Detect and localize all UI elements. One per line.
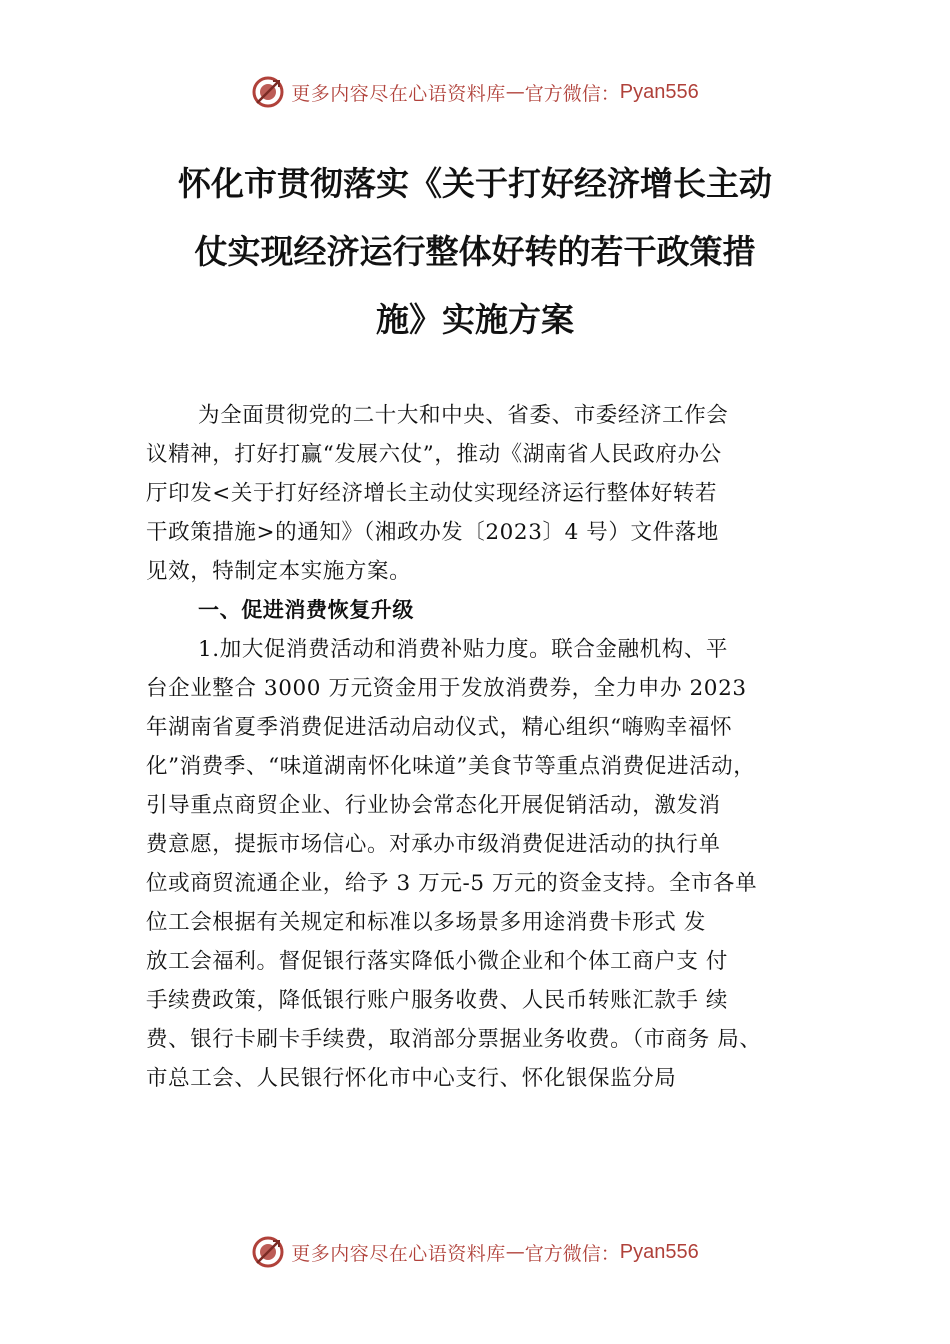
- paragraph-line: 1.加大促消费活动和消费补贴力度。联合金融机构、平: [198, 637, 729, 662]
- paragraph-line: 手续费政策，降低银行账户服务收费、人民币转账汇款手 续: [146, 988, 729, 1013]
- document-title: [150, 150, 800, 354]
- title-line: 施》实施方案: [376, 300, 574, 339]
- banner-text: 更多内容尽在心语资料库: [291, 1242, 506, 1265]
- paragraph-line: 见效，特制定本实施方案。: [146, 559, 412, 584]
- document-body: [146, 396, 816, 1098]
- intro-paragraph: [146, 396, 816, 591]
- paragraph-line: 年湖南省夏季消费促进活动启动仪式，精心组织“嗨购幸福怀: [146, 715, 733, 740]
- logo-icon: [251, 1235, 285, 1269]
- title-line: 仗实现经济运行整体好转的若干政策措: [194, 232, 756, 271]
- paragraph-line: 费、银行卡刷卡手续费，取消部分票据业务收费。（市商务 局、: [146, 1027, 762, 1052]
- paragraph-line: 市总工会、人民银行怀化市中心支行、怀化银保监分局: [146, 1066, 677, 1091]
- paragraph-line: 费意愿，提振市场信心。对承办市级消费促进活动的执行单: [146, 832, 721, 857]
- paragraph-line: 放工会福利。督促银行落实降低小微企业和个体工商户支 付: [146, 949, 729, 974]
- section-heading: 一、促进消费恢复升级: [198, 598, 414, 622]
- title-line: 怀化市贯彻落实《关于打好经济增长主动: [178, 164, 772, 203]
- banner-text: 更多内容尽在心语资料库: [291, 82, 506, 105]
- paragraph-line: 为全面贯彻党的二十大和中央、省委、市委经济工作会: [198, 403, 729, 428]
- header-banner: [0, 72, 950, 112]
- paragraph-line: 厅印发<关于打好经济增长主动仗实现经济运行整体好转若: [146, 481, 718, 506]
- paragraph-line: 位工会根据有关规定和标准以多场景多用途消费卡形式 发: [146, 910, 706, 935]
- banner-wechat-label: 官方微信：: [524, 1242, 620, 1265]
- banner-separator: —: [505, 81, 525, 103]
- paragraph-line: 位或商贸流通企业，给予 3 万元-5 万元的资金支持。全市各单: [146, 871, 758, 896]
- banner-wechat-id: Pyan556: [619, 80, 699, 103]
- paragraph-line: 议精神，打好打赢“发展六仗”，推动《湖南省人民政府办公: [146, 442, 722, 467]
- paragraph-line: 台企业整合 3000 万元资金用于发放消费券，全力申办 2023: [146, 676, 747, 701]
- banner-wechat-label: 官方微信：: [524, 82, 620, 105]
- footer-banner: [0, 1232, 950, 1272]
- banner-wechat-id: Pyan556: [619, 1240, 699, 1263]
- logo-icon: [251, 75, 285, 109]
- banner-separator: —: [505, 1241, 525, 1263]
- paragraph-line: 化”消费季、“味道湖南怀化味道”美食节等重点消费促进活动，: [146, 754, 756, 779]
- item-paragraph: [146, 630, 816, 1098]
- paragraph-line: 干政策措施>的通知》（湘政办发〔2023〕4 号）文件落地: [146, 520, 719, 545]
- paragraph-line: 引导重点商贸企业、行业协会常态化开展促销活动，激发消: [146, 793, 721, 818]
